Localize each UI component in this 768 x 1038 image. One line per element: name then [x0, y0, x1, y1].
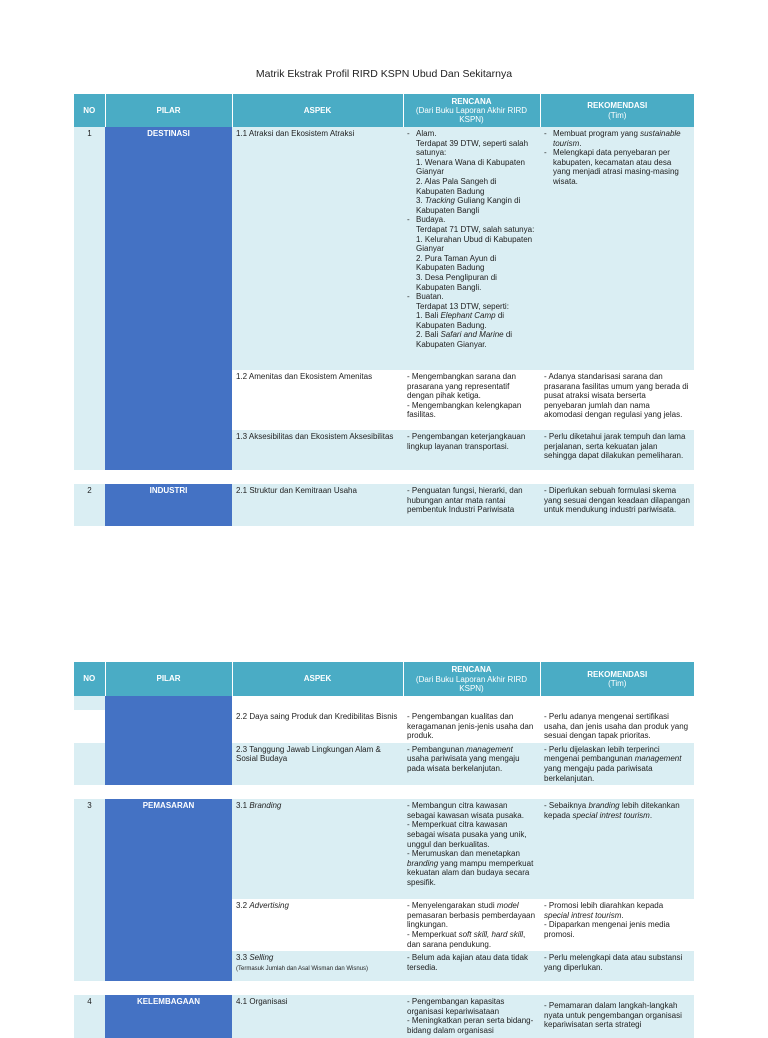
- row-number: 4: [74, 995, 105, 1037]
- table-row: [74, 484, 694, 526]
- rekomendasi-cell: - Pemamaran dalam langkah-langkah nyata untuk pengembangan organisasi kepariwisatan serta strategi: [540, 995, 694, 1037]
- row-number: 2: [74, 484, 105, 526]
- rekomendasi-cell: - Adanya standarisasi sarana dan prasarana fasilitas umum yang berada di pusat atraksi wisata berserta penyebaran jumlah dan nama akomodasi dengan regulasi yang jelas.: [540, 370, 694, 430]
- rekomendasi-cell: [540, 127, 694, 370]
- matrix-table-1: [74, 94, 694, 526]
- rencana-cell: - Menyelengarakan studi model pemasaran berbasis pemberdayaan lingkungan. - Memperkuat soft skill, hard skill, dan sarana pendukung.: [403, 899, 540, 951]
- rencana-cell: - Penguatan fungsi, hierarki, dan hubungan antar mata rantai pembentuk Industri Pariwisata: [403, 484, 540, 526]
- rencana-alam: - Alam. Terdapat 39 DTW, seperti salah satunya: 1. Wenara Wana di Kabupaten Gianyar 2. Alas Pala Sangeh di Kabupaten Badung 3. Tracking Guliang Kangin di Kabupaten Bangli: [407, 129, 536, 215]
- header-no: NO: [74, 662, 105, 696]
- rencana-cell: - Membangun citra kawasan sebagai kawasan wisata pusaka. - Memperkuat citra kawasan sebagai wisata pusaka yang unik, unggul dan berkualitas. - Merumuskan dan menetapkan branding yang mampu memperkuat kekuatan alam dan budaya secara spesifik.: [403, 799, 540, 899]
- header-rekomendasi-label: REKOMENDASI: [587, 669, 648, 679]
- rencana-cell: [403, 127, 540, 370]
- aspek-cell: 3.3 Selling (Termasuk Jumlah dan Asal Wisman dan Wisnus): [232, 951, 403, 981]
- aspek-cell: 3.2 Advertising: [232, 899, 403, 951]
- matrix-table-2: [74, 662, 694, 1038]
- spacer-row: [74, 696, 694, 710]
- rekomendasi-cell: - Perlu diketahui jarak tempuh dan lama perjalanan, serta kekuatan jalan sehingga dapat dilakukan pemeliharan.: [540, 430, 694, 470]
- header-rekomendasi-label: REKOMENDASI: [587, 101, 648, 111]
- header-rekomendasi-sub: (Tim): [608, 679, 627, 689]
- header-rencana: [403, 662, 540, 696]
- rekomendasi-cell: - Sebaiknya branding lebih ditekankan kepada special intrest tourism.: [540, 799, 694, 899]
- rekomendasi-item: - Membuat program yang sustainable tourism.: [544, 129, 690, 148]
- rekomendasi-item: - Melengkapi data penyebaran per kabupaten, kecamatan atau desa yang menjadi atrasi masing-masing wisata.: [544, 148, 690, 186]
- rencana-cell: - Pengembangan kapasitas organisasi kepariwisataan - Meningkatkan peran serta bidang-bidang dalam organisasi: [403, 995, 540, 1037]
- header-rencana-sub: (Dari Buku Laporan Akhir RIRD KSPN): [415, 106, 528, 125]
- aspek-cell: 4.1 Organisasi: [232, 995, 403, 1037]
- rencana-cell: - Pengembangan kualitas dan keragamanan jenis-jenis usaha dan produk.: [403, 710, 540, 743]
- table-row: [74, 995, 694, 1037]
- rekomendasi-cell: - Diperlukan sebuah formulasi skema yang sesuai dengan keadaan dilapangan untuk mendukung industri pariwisata.: [540, 484, 694, 526]
- header-aspek: ASPEK: [232, 662, 403, 696]
- rencana-buatan: - Buatan. Terdapat 13 DTW, seperti: 1. Bali Elephant Camp di Kabupaten Badung. 2. Bali Safari and Marine di Kabupaten Gianyar.: [407, 292, 536, 350]
- spacer-row: [74, 981, 694, 995]
- pilar-industri: INDUSTRI: [105, 484, 232, 526]
- row-number: 1: [74, 127, 105, 470]
- pilar-kelembagaan: KELEMBAGAAN: [105, 995, 232, 1037]
- spacer-row: [74, 470, 694, 484]
- aspek-cell: 2.3 Tanggung Jawab Lingkungan Alam & Sosial Budaya: [232, 743, 403, 785]
- header-rencana-sub: (Dari Buku Laporan Akhir RIRD KSPN): [415, 674, 528, 693]
- header-rekomendasi: [540, 662, 694, 696]
- header-rekomendasi: [540, 94, 694, 127]
- document-title: Matrik Ekstrak Profil RIRD KSPN Ubud Dan Sekitarnya: [255, 68, 513, 80]
- row-number: 3: [74, 799, 105, 981]
- header-rencana-label: RENCANA: [451, 96, 492, 106]
- rencana-cell: - Pembangunan management usaha pariwisata yang mengaju pada wisata berkelanjutan.: [403, 743, 540, 785]
- aspek-note: (Termasuk Jumlah dan Asal Wisman dan Wisnus): [236, 965, 369, 972]
- spacer-row: [74, 785, 694, 799]
- rekomendasi-cell: - Perlu adanya mengenai sertifikasi usaha, dan jenis usaha dan produk yang sesuai dengan tapak prioritas.: [540, 710, 694, 743]
- aspek-cell: 1.3 Aksesibilitas dan Ekosistem Aksesibilitas: [232, 430, 403, 470]
- header-rencana: [403, 94, 540, 127]
- rencana-cell: - Belum ada kajian atau data tidak tersedia.: [403, 951, 540, 981]
- header-pilar: PILAR: [105, 662, 232, 696]
- table-row: [74, 127, 694, 370]
- rekomendasi-cell: - Perlu melengkapi data atau substansi yang diperlukan.: [540, 951, 694, 981]
- header-aspek: ASPEK: [232, 94, 403, 127]
- header-rencana-label: RENCANA: [451, 665, 492, 675]
- pilar-pemasaran: PEMASARAN: [105, 799, 232, 981]
- aspek-cell: 2.2 Daya saing Produk dan Kredibilitas Bisnis: [232, 710, 403, 743]
- aspek-cell: 2.1 Struktur dan Kemitraan Usaha: [232, 484, 403, 526]
- pilar-destinasi: DESTINASI: [105, 127, 232, 470]
- rencana-budaya: - Budaya. Terdapat 71 DTW, salah satunya: 1. Kelurahan Ubud di Kabupaten Gianyar 2. Pura Taman Ayun di Kabupaten Badung 3. Desa Penglipuran di Kabupaten Bangli.: [407, 215, 536, 292]
- aspek-cell: 1.2 Amenitas dan Ekosistem Amenitas: [232, 370, 403, 430]
- aspek-cell: 3.1 Branding: [232, 799, 403, 899]
- table-row: [74, 799, 694, 899]
- rekomendasi-cell: - Perlu dijelaskan lebih terperinci mengenai pembangunan management yang mengaju pada pariwisata berkelanjutan.: [540, 743, 694, 785]
- header-rekomendasi-sub: (Tim): [608, 110, 627, 120]
- header-no: NO: [74, 94, 105, 127]
- rencana-cell: - Pengembangan keterjangkauan lingkup layanan transportasi.: [403, 430, 540, 470]
- rencana-cell: - Mengembangkan sarana dan prasarana yang representatif dengan pihak ketiga. - Mengembangkan kelengkapan fasilitas.: [403, 370, 540, 430]
- header-pilar: PILAR: [105, 94, 232, 127]
- aspek-cell: 1.1 Atraksi dan Ekosistem Atraksi: [232, 127, 403, 370]
- rekomendasi-cell: - Promosi lebih diarahkan kepada special intrest tourism. - Dipaparkan mengenai jenis media promosi.: [540, 899, 694, 951]
